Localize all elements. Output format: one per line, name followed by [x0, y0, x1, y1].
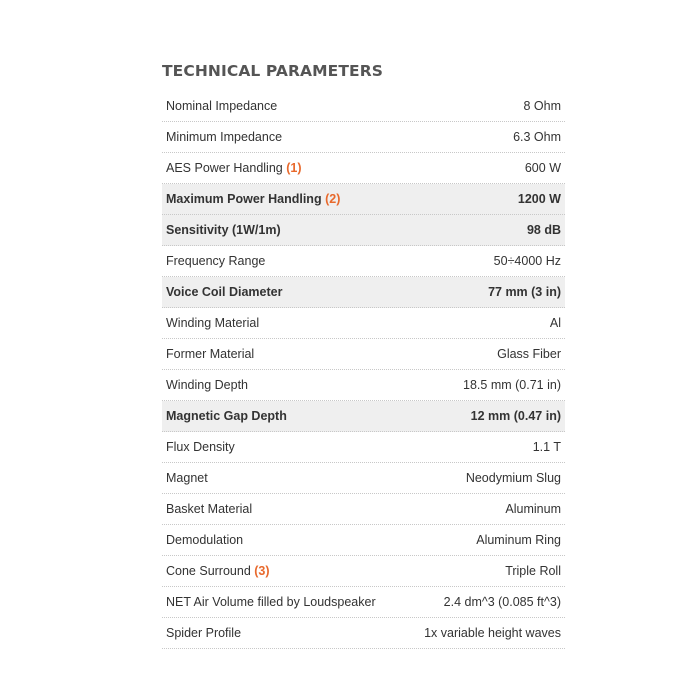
row-value: Glass Fiber [497, 347, 561, 361]
row-value: 50÷4000 Hz [493, 254, 561, 268]
parameters-table [162, 91, 565, 649]
table-row [162, 556, 565, 587]
table-row [162, 463, 565, 494]
row-label: Magnetic Gap Depth [166, 409, 287, 423]
row-value: 18.5 mm (0.71 in) [463, 378, 561, 392]
table-row [162, 308, 565, 339]
row-label: Frequency Range [166, 254, 266, 268]
table-row [162, 122, 565, 153]
table-row [162, 91, 565, 122]
table-row [162, 277, 565, 308]
row-value: 8 Ohm [523, 99, 561, 113]
row-value: 1.1 T [532, 440, 561, 454]
row-label: Spider Profile [166, 626, 242, 640]
table-row [162, 494, 565, 525]
row-label: AES Power Handling (1) [166, 161, 302, 175]
section-title: TECHNICAL PARAMETERS [162, 62, 384, 80]
row-label: Maximum Power Handling (2) [166, 192, 341, 206]
row-value: 98 dB [526, 223, 561, 237]
table-row [162, 215, 565, 246]
footnote-ref: (2) [325, 192, 341, 206]
row-value: Al [549, 316, 561, 330]
table-row [162, 618, 565, 649]
row-label: Magnet [166, 471, 208, 485]
row-label: Nominal Impedance [166, 99, 278, 113]
row-label: Basket Material [166, 502, 253, 516]
table-row [162, 401, 565, 432]
table-row [162, 432, 565, 463]
table-row [162, 525, 565, 556]
row-label: Winding Material [166, 316, 260, 330]
row-value: Aluminum [505, 502, 561, 516]
row-label: Flux Density [166, 440, 235, 454]
table-row [162, 339, 565, 370]
row-value: 2.4 dm^3 (0.085 ft^3) [443, 595, 561, 609]
row-label: Minimum Impedance [166, 130, 283, 144]
row-value: Aluminum Ring [476, 533, 561, 547]
row-value: 77 mm (3 in) [488, 285, 561, 299]
row-label: Voice Coil Diameter [166, 285, 283, 299]
row-label: Former Material [166, 347, 255, 361]
table-row [162, 184, 565, 215]
table-row [162, 246, 565, 277]
row-value: 600 W [524, 161, 561, 175]
table-row [162, 153, 565, 184]
row-label: Cone Surround (3) [166, 564, 270, 578]
row-value: 1x variable height waves [424, 626, 561, 640]
row-value: Neodymium Slug [465, 471, 561, 485]
footnote-ref: (3) [254, 564, 270, 578]
row-value: Triple Roll [505, 564, 561, 578]
table-row [162, 370, 565, 401]
row-value: 1200 W [517, 192, 561, 206]
row-value: 12 mm (0.47 in) [470, 409, 561, 423]
row-label: Demodulation [166, 533, 244, 547]
row-label: Sensitivity (1W/1m) [166, 223, 281, 237]
row-label: Winding Depth [166, 378, 248, 392]
table-row [162, 587, 565, 618]
row-value: 6.3 Ohm [513, 130, 561, 144]
row-label: NET Air Volume filled by Loudspeaker [166, 595, 376, 609]
footnote-ref: (1) [286, 161, 302, 175]
